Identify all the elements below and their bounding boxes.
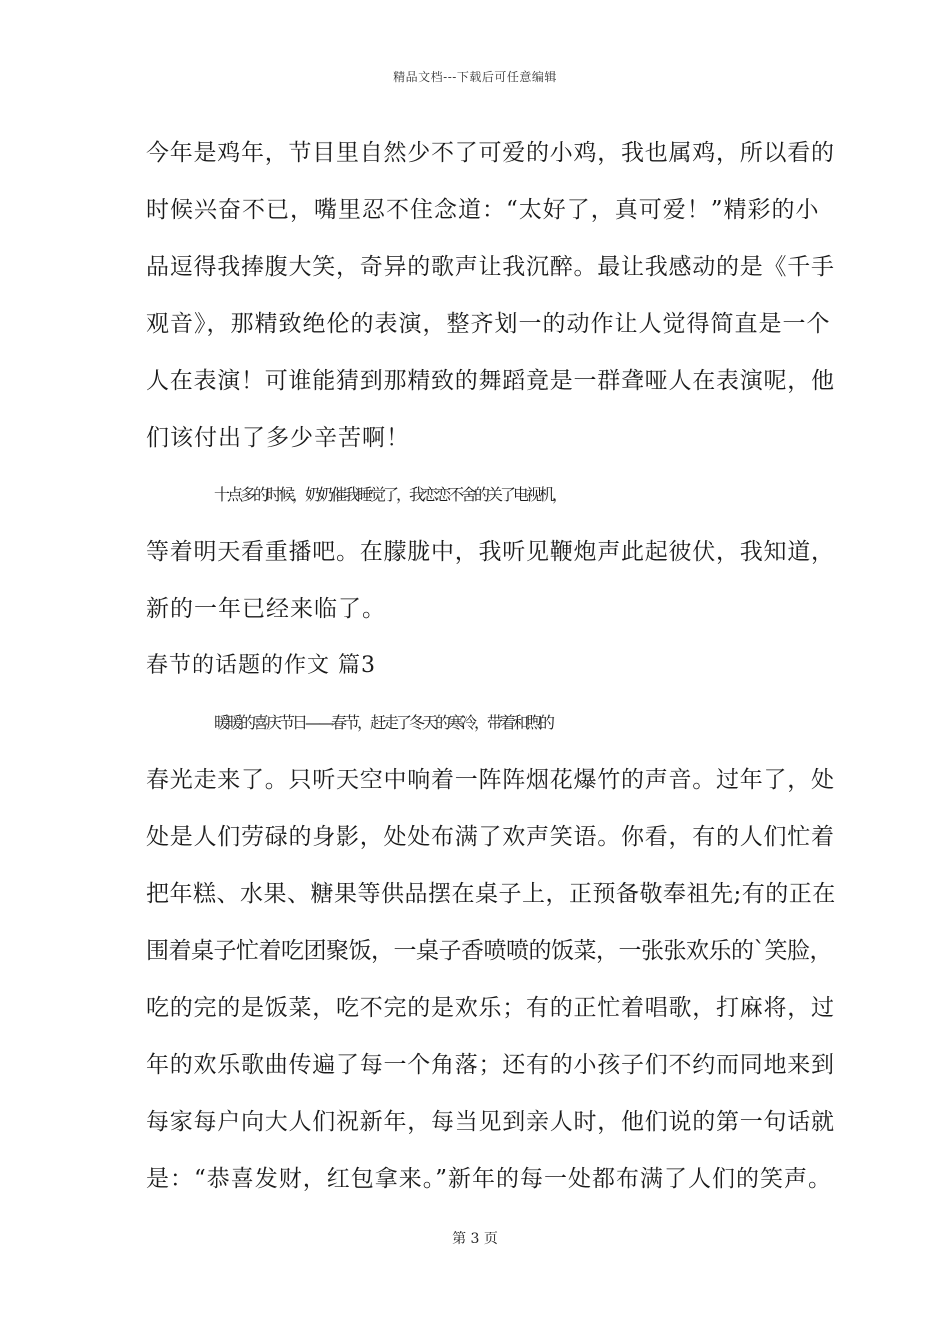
paragraph-line: 吃的完的是饭菜，吃不完的是欢乐；有的正忙着唱歌，打麻将，过: [146, 995, 835, 1021]
paragraph-line: 围着桌子忙着吃团聚饭，一桌子香喷喷的饭菜，一张张欢乐的`笑脸，: [146, 938, 832, 964]
paragraph-line: 观音》，那精致绝伦的表演，整齐划一的动作让人觉得简直是一个: [146, 311, 831, 337]
page-header: 精品文档---下载后可任意编辑: [393, 70, 557, 84]
paragraph-line: 每家每户向大人们祝新年，每当见到亲人时，他们说的第一句话就: [146, 1109, 835, 1135]
paragraph-line: 品逗得我捧腹大笑，奇异的歌声让我沉醉。最让我感动的是《千手: [146, 254, 835, 280]
paragraph-line: 等着明天看重播吧。在朦胧中，我听见鞭炮声此起彼伏，我知道，: [146, 539, 835, 565]
paragraph-line: 暖暖的喜庆节日——春节，赶走了冬天的寒冷，带着和煦的: [214, 713, 553, 732]
paragraph-line: 处是人们劳碌的身影，处处布满了欢声笑语。你看，有的人们忙着: [146, 824, 835, 850]
paragraph-line: 今年是鸡年，节目里自然少不了可爱的小鸡，我也属鸡，所以看的: [146, 140, 835, 166]
paragraph-line: 是：“恭喜发财，红包拿来。”新年的每一处都布满了人们的笑声。: [146, 1166, 833, 1192]
paragraph-line: 春光走来了。只听天空中响着一阵阵烟花爆竹的声音。过年了，处: [146, 767, 835, 793]
paragraph-line: 们该付出了多少辛苦啊！: [146, 425, 410, 451]
paragraph-line: 年的欢乐歌曲传遍了每一个角落；还有的小孩子们不约而同地来到: [146, 1052, 835, 1078]
section-heading: 春节的话题的作文 篇3: [146, 653, 376, 678]
paragraph-line: 把年糕、水果、糖果等供品摆在桌子上，正预备敬奉祖先;有的正在: [146, 881, 836, 907]
paragraph-line: 人在表演！可谁能猜到那精致的舞蹈竟是一群聋哑人在表演呢，他: [146, 368, 835, 394]
page-number: 第 3 页: [452, 1231, 498, 1247]
paragraph-line: 十点多的时候，奶奶催我睡觉了，我恋恋不舍的关了电视机，: [214, 485, 566, 504]
paragraph-line: 时候兴奋不已，嘴里忍不住念道：“太好了，真可爱！”精彩的小: [146, 197, 820, 223]
paragraph-line: 新的一年已经来临了。: [146, 596, 386, 622]
